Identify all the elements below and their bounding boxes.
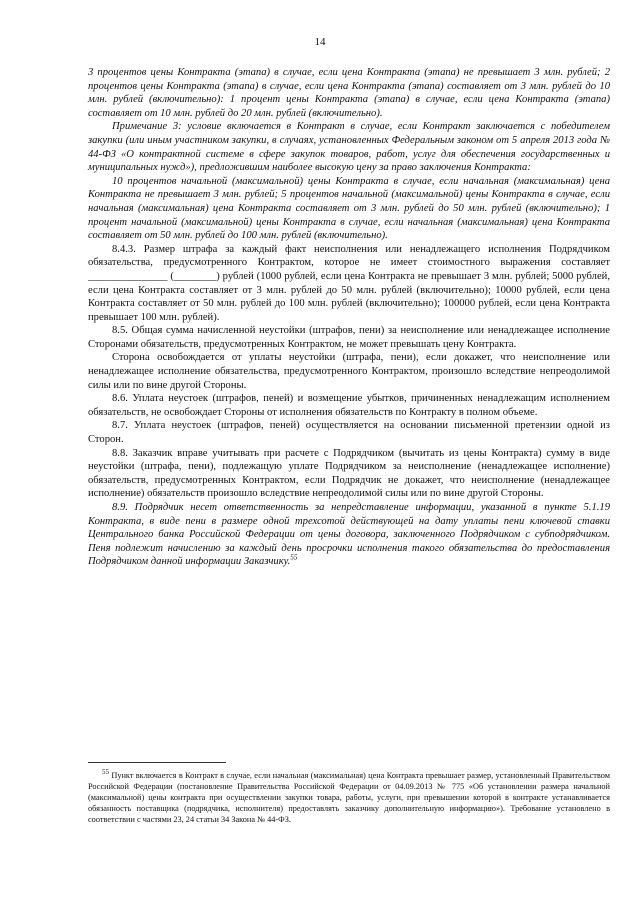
paragraph-8-5: 8.5. Общая сумма начисленной неустойки (штрафов, пени) за неисполнение или ненадлежащее исполнение Сторонами обязательств, предусмотренных Контрактом, не может превышать цену Контракта. xyxy=(88,325,610,350)
footnote-55 xyxy=(88,770,610,825)
paragraph-8-6: 8.6. Уплата неустоек (штрафов, пеней) и возмещение убытков, причиненных ненадлежащим исполнением обязательств, не освобождает Стороны от исполнения обязательств по Контракту в полном объеме. xyxy=(88,393,610,418)
footnote-number: 55 xyxy=(102,768,109,777)
footnote-divider xyxy=(88,762,226,763)
footnote-section xyxy=(88,770,610,825)
paragraph-8-9 xyxy=(88,501,610,569)
paragraph-note-3: Примечание 3: условие включается в Контракт в случае, если Контракт заключается с победителем закупки (или иным участником закупки, в случаях, установленных Федеральным законом от 5 апреля 2013 года № 44-ФЗ «О контрактной системе в сфере закупок товаров, работ, услуг для обеспечения государственных и муниципальных нужд»), предложившим наиболее высокую цену за право заключения Контракта: xyxy=(88,121,610,174)
page-number: 14 xyxy=(314,36,326,48)
paragraph-8-9-text: 8.9. Подрядчик несет ответственность за непредставление информации, указанной в пункте 5.1.19 Контракта, в виде пени в размере одной трехсотой действующей на дату уплаты пени ключевой ставки Центрального банка Российской Федерации от цены договора, заключенного Подрядчиком с субподрядчиком. Пеня подлежит начислению за каждый день просрочки исполнения такого обязательства до предоставления Подрядчиком данной информации Заказчику. xyxy=(88,502,610,568)
document-body xyxy=(88,66,610,569)
paragraph-8-7: 8.7. Уплата неустоек (штрафов, пеней) осуществляется на основании письменной претензии одной из Сторон. xyxy=(88,420,610,446)
paragraph-8-4-3: 8.4.3. Размер штрафа за каждый факт неисполнения или ненадлежащего исполнения Подрядчиком обязательства, предусмотренного Контрактом, которое не имеет стоимостного выражения составляет _______________ (________) рублей (1000 рублей, если цена Контракта не превышает 3 млн. рублей; 5000 рублей, если цена Контракта составляет от 3 млн. рублей до 50 млн. рублей (включительно); 10000 рублей, если цена Контракта составляет от 50 млн. рублей до 100 млн. рублей (включительно); 100000 рублей, если цена Контракта превышает 100 млн. рублей). xyxy=(88,243,610,323)
paragraph-force-majeure: Сторона освобождается от уплаты неустойки (штрафа, пени), если докажет, что неисполнение или ненадлежащее исполнение обязательства, предусмотренного Контрактом, произошло вследствие непреодолимой силы или по вине другой Стороны. xyxy=(88,352,610,391)
paragraph-initial-price-rates: 10 процентов начальной (максимальной) цены Контракта в случае, если начальная (максимальная) цена Контракта не превышает 3 млн. рублей; 5 процентов начальной (максимальной) цены Контракта в случае, если начальная (максимальная) цена Контракта составляет от 3 млн. рублей до 50 млн. рублей (включительно); 1 процент начальной (максимальной) цены Контракта в случае, если начальная (максимальная) цена Контракта составляет от 50 млн. рублей до 100 млн. рублей (включительно). xyxy=(88,175,610,242)
footnote-reference[interactable]: 55 xyxy=(290,553,298,562)
paragraph-penalty-rates: 3 процентов цены Контракта (этапа) в случае, если цена Контракта (этапа) не превышает 3 млн. рублей; 2 процентов цены Контракта (этапа) в случае, если цена Контракта (этапа) составляет от 3 млн. рублей до 10 млн. рублей (включительно): 1 процент цены Контракта (этапа) в случае, если цена Контракта (этапа) составляет от 10 млн. рублей до 20 млн. рублей (включительно). xyxy=(88,67,610,119)
paragraph-8-8: 8.8. Заказчик вправе учитывать при расчете с Подрядчиком (вычитать из цены Контракта) сумму в виде неустойки (штрафа, пени), подлежащую уплате Подрядчиком за неисполнение (ненадлежащее исполнение) обязательств, предусмотренных Контрактом, если Подрядчик не докажет, что неисполнение (ненадлежащее исполнение) обязательств произошло вследствие непреодолимой силы или по вине другой Стороны. xyxy=(88,447,610,500)
footnote-text: Пункт включается в Контракт в случае, если начальная (максимальная) цена Контракта превышает размер, установленный Правительством Российской Федерации (постановление Правительства Российской Федерации от 04.09.2013 № 775 «Об установлении размера начальной (максимальной) цены контракта при осуществлении закупки товара, работы, услуги, при превышении которой в контракте устанавливается обязанность поставщика (подрядчика, исполнителя) предоставлять заказчику дополнительную информацию»). Требование установлено в соответствии с частями 23, 24 статьи 34 Закона № 44-ФЗ. xyxy=(88,771,611,824)
